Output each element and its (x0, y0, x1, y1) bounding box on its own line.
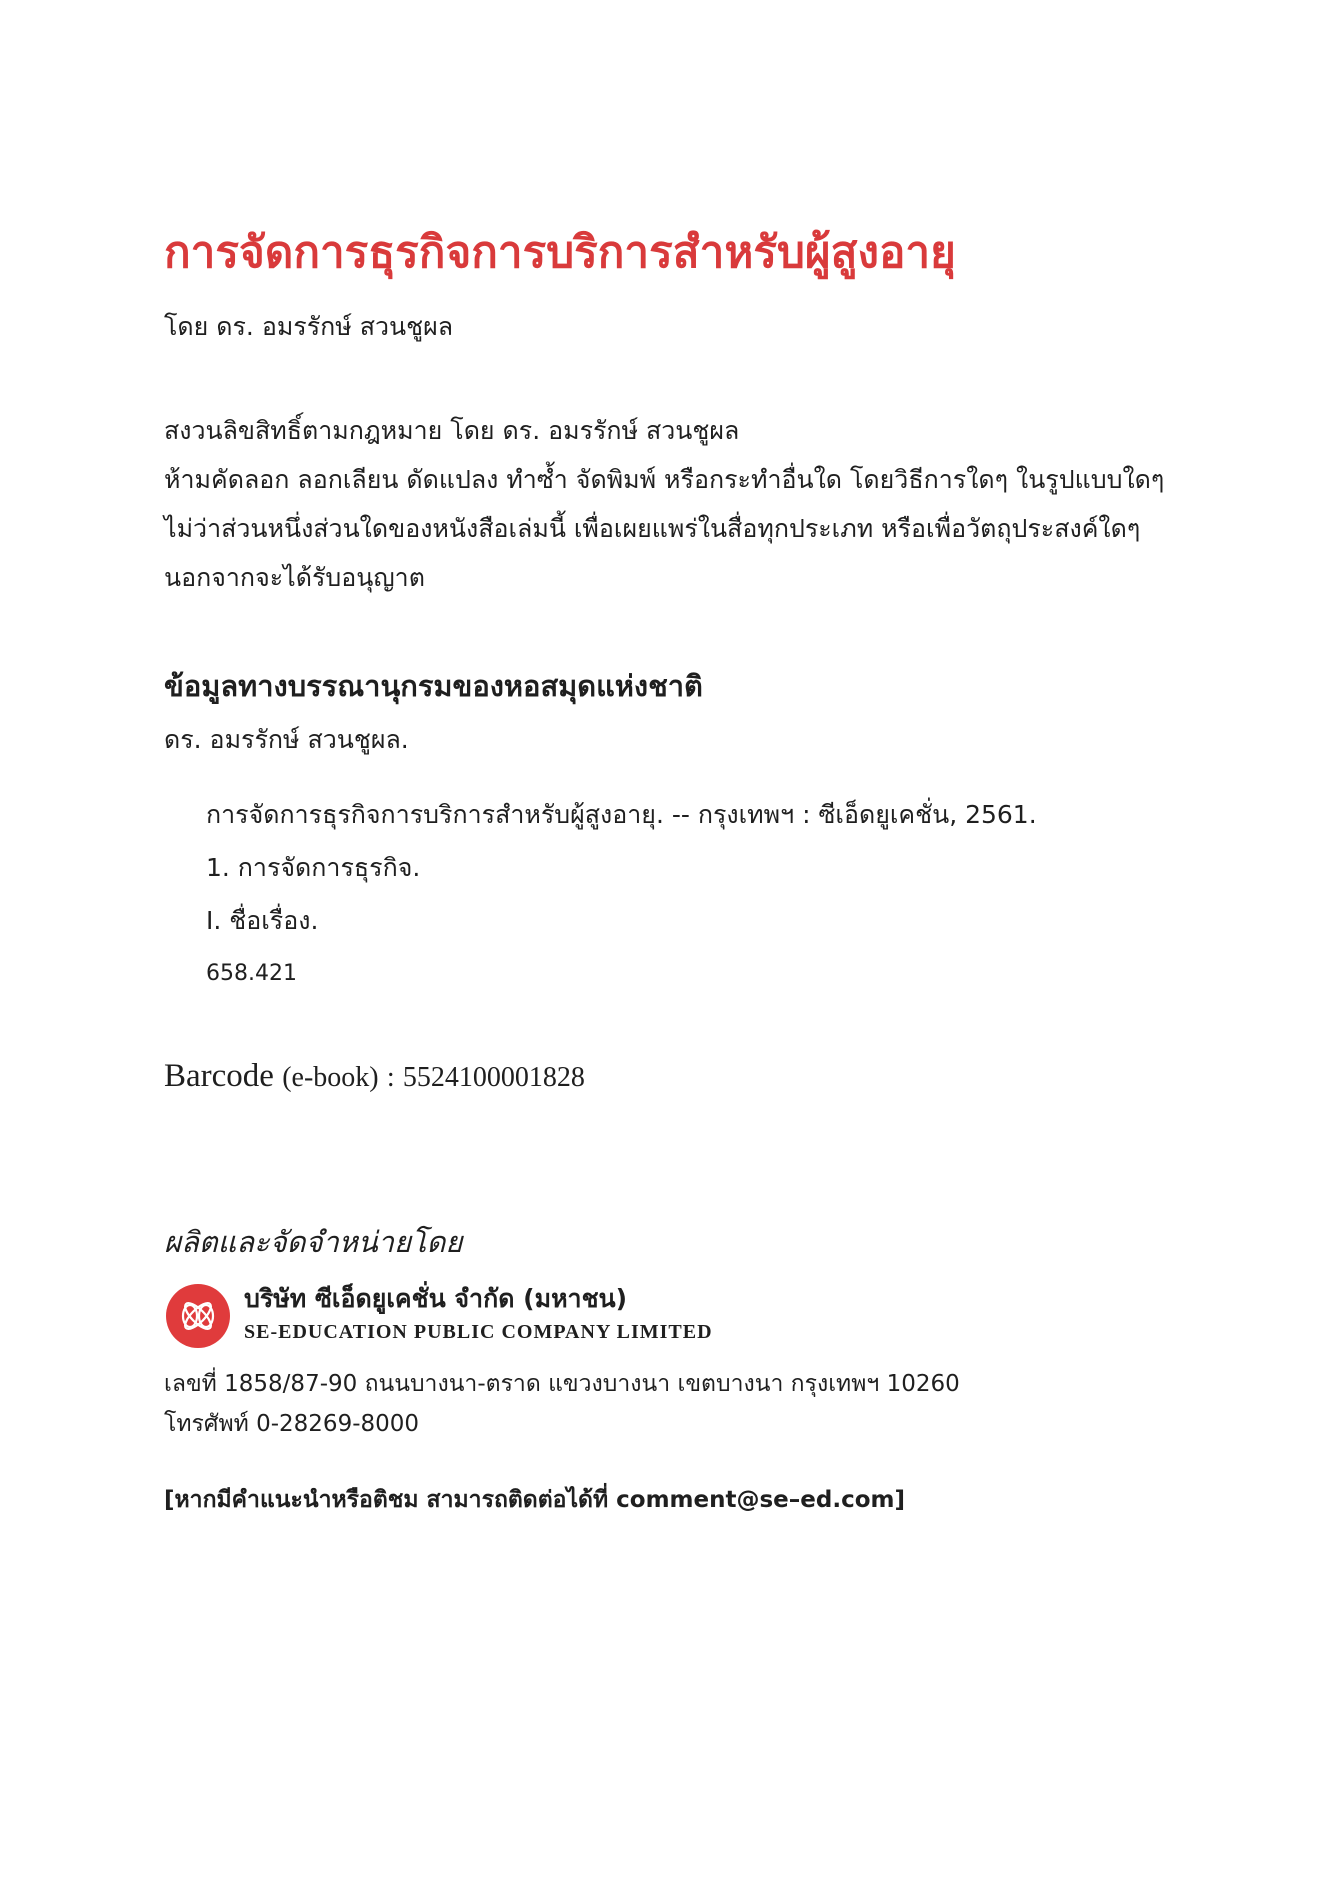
copyright-line: ห้ามคัดลอก ลอกเลียน ดัดแปลง ทำซ้ำ จัดพิมพ์ หรือกระทำอื่นใด โดยวิธีการใดๆ ในรูปแบบใดๆ (164, 465, 1165, 494)
barcode-label: Barcode (164, 1058, 274, 1094)
copyright-notice (164, 406, 1164, 602)
cip-entry-title: การจัดการธุรกิจการบริการสำหรับผู้สูงอายุ. -- กรุงเทพฯ : ซีเอ็ดยูเคชั่น, 2561. (206, 800, 1037, 829)
feedback-contact: [หากมีคำแนะนำหรือติชม สามารถติดต่อได้ที่ comment@se–ed.com] (164, 1487, 905, 1513)
company-address: เลขที่ 1858/87-90 ถนนบางนา-ตราด แขวงบางนา เขตบางนา กรุงเทพฯ 10260 (164, 1371, 960, 1397)
cip-title-added: I. ชื่อเรื่อง. (206, 906, 319, 935)
copyright-line: สงวนลิขสิทธิ์ตามกฎหมาย โดย ดร. อมรรักษ์ สวนชูผล (164, 416, 740, 445)
cip-author: ดร. อมรรักษ์ สวนชูผล. (164, 725, 409, 754)
company-name-english: SE-EDUCATION PUBLIC COMPANY LIMITED (244, 1321, 713, 1343)
company-phone: โทรศัพท์ 0-28269-8000 (164, 1411, 420, 1437)
cip-subject: 1. การจัดการธุรกิจ. (206, 853, 421, 882)
barcode-format: (e-book) (282, 1062, 379, 1093)
copyright-line: นอกจากจะได้รับอนุญาต (164, 563, 425, 592)
distributor-heading: ผลิตและจัดจำหน่ายโดย (164, 1225, 463, 1259)
cip-entries (206, 788, 1037, 1000)
book-title: การจัดการธุรกิจการบริการสำหรับผู้สูงอายุ (164, 227, 956, 278)
cip-heading: ข้อมูลทางบรรณานุกรมของหอสมุดแห่งชาติ (164, 669, 703, 703)
copyright-line: ไม่ว่าส่วนหนึ่งส่วนใดของหนังสือเล่มนี้ เพื่อเผยแพร่ในสื่อทุกประเภท หรือเพื่อวัตถุประสงค์ใดๆ (164, 514, 1141, 543)
barcode-line (164, 1054, 585, 1100)
cip-classification: 658.421 (206, 961, 297, 986)
author-line: โดย ดร. อมรรักษ์ สวนชูผล (164, 312, 454, 341)
se-ed-logo-icon (166, 1284, 230, 1348)
barcode-number: 5524100001828 (402, 1062, 585, 1093)
company-name-thai: บริษัท ซีเอ็ดยูเคชั่น จำกัด (มหาชน) (244, 1284, 628, 1313)
barcode-separator: : (386, 1062, 395, 1093)
